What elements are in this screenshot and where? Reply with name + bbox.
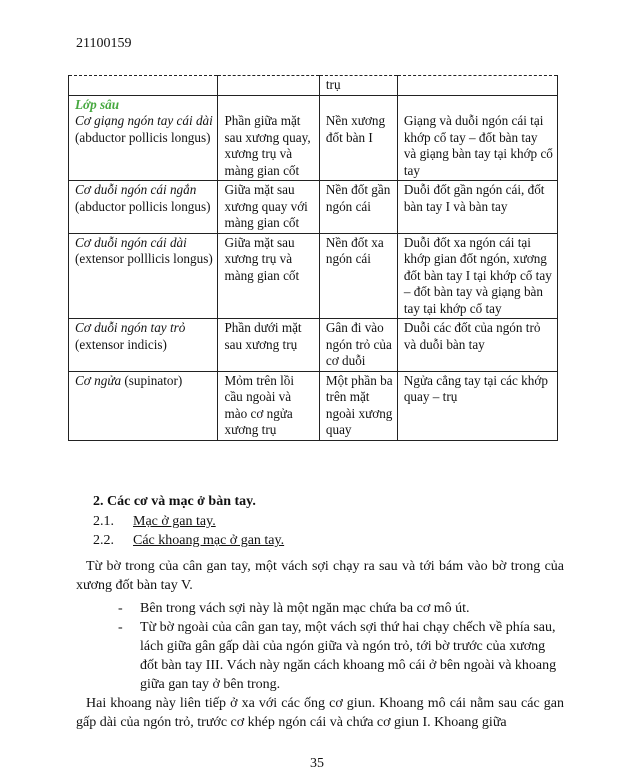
origin-cell: Phần dưới mặt sau xương trụ — [218, 319, 319, 372]
muscle-table — [68, 75, 558, 441]
muscle-name-cell — [69, 319, 218, 372]
subsection-number: 2.1. — [93, 514, 114, 529]
section-heading: 2. Các cơ và mạc ở bàn tay. — [93, 494, 256, 509]
muscle-name-latin: (supinator) — [121, 372, 183, 388]
muscle-name-vi: Cơ duỗi ngón tay trỏ — [75, 320, 186, 335]
action-cell — [397, 95, 557, 181]
list-item — [118, 618, 563, 694]
table-row — [69, 319, 558, 372]
bullet-mark: - — [118, 620, 123, 635]
muscle-name-latin: (extensor polllicis longus) — [75, 251, 213, 266]
insertion-cell: Một phần ba trên mặt ngoài xương quay — [319, 371, 397, 440]
table-row — [69, 95, 558, 181]
muscle-name-latin: (extensor indicis) — [75, 336, 167, 352]
table-row — [69, 233, 558, 319]
muscle-name-vi: Cơ duỗi ngón cái dài — [75, 234, 187, 250]
table-cell: trụ — [319, 76, 397, 96]
page-number: 35 — [310, 756, 324, 771]
action-text: Giạng và duỗi ngón cái tại khớp cổ tay – đốt bàn tay và giạng bàn tay tại khớp cổ tay — [403, 113, 553, 178]
list-item — [118, 599, 563, 618]
origin-cell — [218, 95, 319, 181]
muscle-name-vi: Cơ duỗi ngón cái ngắn — [75, 182, 197, 197]
subsection-item — [93, 514, 216, 530]
action-cell: Duỗi đốt gần ngón cái, đốt bàn tay I và bàn tay — [397, 181, 557, 234]
muscle-name-cell — [69, 95, 218, 181]
action-cell: Ngửa cẳng tay tại các khớp quay – trụ — [397, 371, 557, 440]
insertion-cell: Gân đi vào ngón trỏ của cơ duỗi — [319, 319, 397, 372]
bullet-mark: - — [118, 601, 123, 616]
bullet-list — [118, 599, 563, 694]
origin-text: Phần giữa mặt sau xương quay, xương trụ và màng gian cốt — [224, 113, 311, 178]
table-row — [69, 181, 558, 234]
muscle-name-cell — [69, 233, 218, 319]
document-id: 21100159 — [76, 36, 132, 51]
subsection-item — [93, 533, 284, 549]
subsection-number: 2.2. — [93, 533, 114, 548]
origin-cell: Mỏm trên lồi cầu ngoài và mào cơ ngửa xương trụ — [218, 371, 319, 440]
paragraph: Hai khoang này liên tiếp ở xa với các ống cơ giun. Khoang mô cái nằm sau các gan gấp dài của ngón trỏ, trước cơ khép ngón cái và chứa cơ giun I. Khoang giữa — [76, 696, 564, 730]
muscle-name-cell — [69, 371, 218, 440]
origin-cell: Giữa mặt sau xương trụ và màng gian cốt — [218, 233, 319, 319]
action-cell: Duỗi các đốt của ngón trỏ và duỗi bàn tay — [397, 319, 557, 372]
muscle-name-vi: Cơ ngửa — [75, 372, 122, 388]
insertion-cell: Nền đốt gần ngón cái — [319, 181, 397, 234]
muscle-name-latin: (abductor pollicis longus) — [75, 198, 211, 214]
origin-cell: Giữa mặt sau xương quay với màng gian cốt — [218, 181, 319, 234]
insertion-cell — [319, 95, 397, 181]
paragraph: Từ bờ trong của cân gan tay, một vách sợi chạy ra sau và tới bám vào bờ trong của xương đốt bàn tay V. — [76, 559, 564, 593]
action-cell: Duỗi đốt xa ngón cái tại khớp gian đốt ngón, xương đốt bàn tay I tại khớp cổ tay – đốt bàn tay và giạng bàn tay tại khớp cổ tay — [397, 233, 557, 319]
subsection-title: Các khoang mạc ở gan tay. — [133, 533, 285, 548]
muscle-name-cell — [69, 181, 218, 234]
subsection-title: Mạc ở gan tay. — [133, 514, 216, 529]
list-item-text: Từ bờ ngoài của cân gan tay, một vách sợi thứ hai chạy chếch về phía sau, lách giữa gân gấp dài của ngón giữa và ngón trỏ, tới bờ trước của xương đốt bàn tay III. Vách này ngăn cách khoang mô cái ở bên ngoài và khoang giữa gan tay ở bên trong. — [140, 620, 557, 692]
insertion-text: Nền xương đốt bàn I — [325, 113, 386, 145]
muscle-name-latin: (abductor pollicis longus) — [75, 129, 211, 145]
table-row — [69, 76, 558, 96]
section-label: Lớp sâu — [75, 96, 120, 112]
muscle-name-vi: Cơ giạng ngón tay cái dài — [75, 113, 213, 128]
insertion-cell: Nền đốt xa ngón cái — [319, 233, 397, 319]
table-row — [69, 371, 558, 440]
list-item-text: Bên trong vách sợi này là một ngăn mạc chứa ba cơ mô út. — [140, 601, 470, 616]
